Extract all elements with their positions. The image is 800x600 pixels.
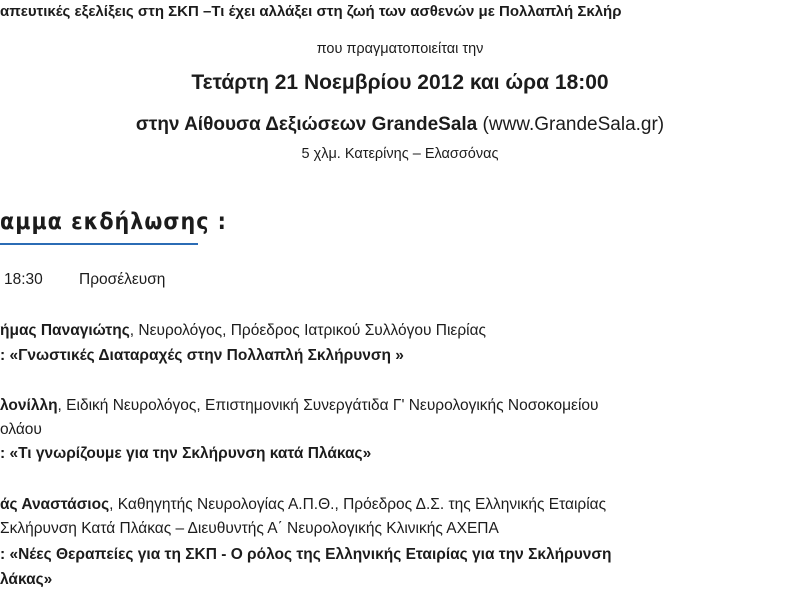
speaker-2-line [0,397,598,415]
speaker-3-name: άς Αναστάσιος [0,496,110,513]
speaker-3-line [0,496,606,514]
venue-location-line: 5 χλμ. Κατερίνης – Ελασσόνας [301,146,499,162]
venue-website: (www.GrandeSala.gr) [482,114,665,135]
speaker-3-role-cont: Σκλήρυνση Κατά Πλάκας – Διευθυντής Α΄ Νευρολογικής Κλινικής ΑΧΕΠΑ [0,520,499,537]
venue-name: στην Αίθουσα Δεξιώσεων GrandeSala [135,114,478,135]
arrival-label: Προσέλευση [79,271,166,288]
venue-line [0,114,800,136]
speaker-2-role: , Ειδική Νευρολόγος, Επιστημονική Συνεργάτιδα Γ' Νευρολογικής Νοσοκομείου [57,397,599,414]
speaker-1-name: ήμας Παναγιώτης [0,322,130,339]
arrival-time: 18:30 [4,271,43,288]
speaker-2-name: λονίλλη [0,397,58,414]
speaker-1-talk: : «Γνωστικές Διαταραχές στην Πολλαπλή Σκλήρυνση » [0,347,404,364]
program-heading: αμμα εκδήλωσης : [0,209,227,235]
speaker-3-talk: : «Νέες Θεραπείες για τη ΣΚΠ - Ο ρόλος της Ελληνικής Εταιρίας για την Σκλήρυνση [0,546,612,563]
event-title-line: απευτικές εξελίξεις στη ΣΚΠ –Τι έχει αλλάξει στη ζωή των ασθενών με Πολλαπλή Σκλήρ [0,3,622,20]
speaker-3-talk-cont: λάκας» [0,571,53,588]
speaker-2-role-cont: ολάου [0,421,42,438]
held-on-line: που πραγματοποιείται την [316,41,484,57]
speaker-1-line [0,322,486,340]
speaker-1-role: , Νευρολόγος, Πρόεδρος Ιατρικού Συλλόγου Πιερίας [129,322,487,339]
event-date-line: Τετάρτη 21 Νοεμβρίου 2012 και ώρα 18:00 [191,71,609,94]
speaker-2-talk: : «Τι γνωρίζουμε για την Σκλήρυνση κατά Πλάκας» [0,445,372,462]
program-heading-underline [0,243,198,245]
speaker-3-role: , Καθηγητής Νευρολογίας Α.Π.Θ., Πρόεδρος Δ.Σ. της Ελληνικής Εταιρίας [109,496,607,513]
